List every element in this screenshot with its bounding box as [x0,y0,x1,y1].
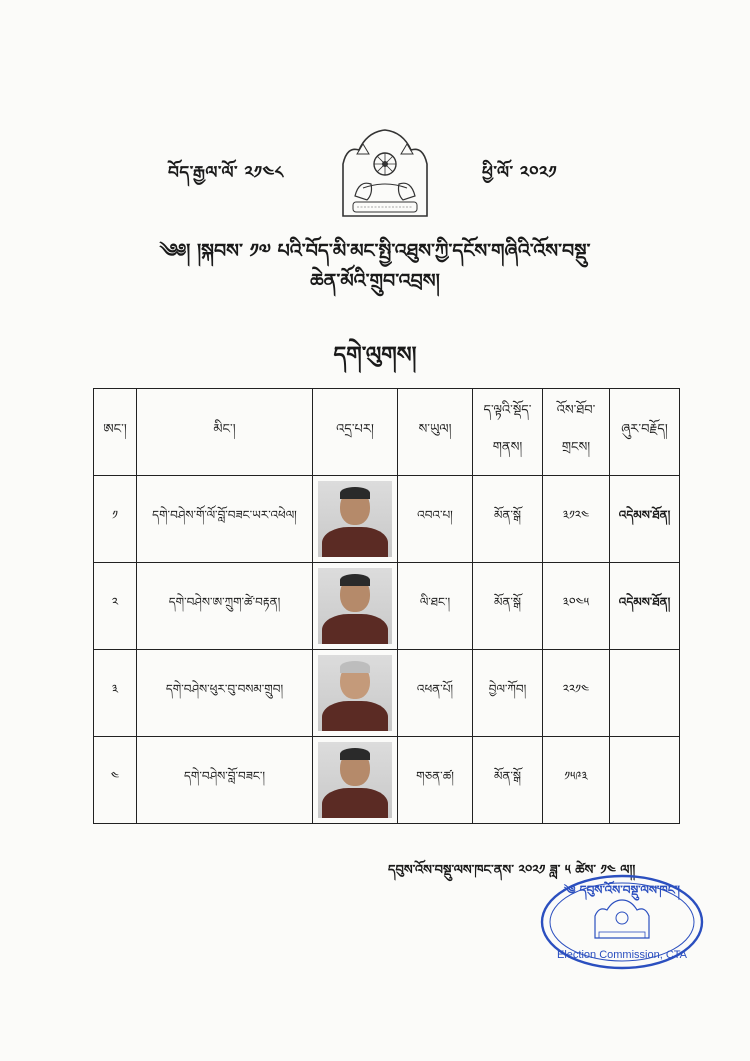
header-region: ས་ཡུལ། [398,389,473,476]
table-header-row [94,389,680,476]
candidate-remark: འདེམས་ཐོན། [610,563,680,650]
candidate-votes: ༡༥༩༣ [543,737,610,824]
candidate-votes: ༣༠༤༥ [543,563,610,650]
table-row [94,563,680,650]
header-photo: འདྲ་པར། [313,389,398,476]
row-number: ༢ [94,563,137,650]
table-row [94,650,680,737]
constituency-subtitle: དགེ་ལུགས། [333,343,417,368]
candidate-name: དགེ་བཤེས་བློ་བཟང་། [137,737,313,824]
candidate-residence: མོན་སྒོ [473,737,543,824]
candidate-photo [318,568,392,644]
candidate-votes: ༣༡༢༤ [543,476,610,563]
header-residence: ད་ལྟའི་སྡོད་གནས། [473,389,543,476]
row-number: ༡ [94,476,137,563]
header-number: ཨང་། [94,389,137,476]
title-line-1: ༄༅། །སྐབས་ ༡༧ པའི་བོད་མི་མང་སྤྱི་འཐུས་ཀྱི་དངོས་གཞིའི་འོས་བསྡུ་ [159,240,591,262]
issuer-date-line: དབུས་འོས་བསྡུ་ལས་ཁང་ནས་ ༢༠༢༡ ཟླ་ ༥ ཚེས་ ༡༤ ལ།། [388,863,636,878]
table-row [94,737,680,824]
cta-emblem [333,124,437,224]
candidate-name: དགེ་བཤེས་ཨ་ཀྲུག་ཚེ་བརྟན། [137,563,313,650]
candidate-remark [610,650,680,737]
candidate-remark: འདེམས་ཐོན། [610,476,680,563]
row-number: ༤ [94,737,137,824]
candidate-name: དགེ་བཤེས་ཕུར་བུ་བསམ་གྲུབ། [137,650,313,737]
candidate-votes: ༢༢༡༤ [543,650,610,737]
election-commission-stamp [537,872,707,972]
candidate-remark [610,737,680,824]
document-title [60,236,690,296]
candidate-photo [318,742,392,818]
candidate-region: ལི་ཐང་། [398,563,473,650]
candidate-name: དགེ་བཤེས་གོ་ལོ་བློ་བཟང་ཡར་འཕེལ། [137,476,313,563]
results-table [93,388,680,824]
table-row [94,476,680,563]
title-line-2: ཆེན་མོའི་གྲུབ་འབྲས། [310,270,440,292]
stamp-bottom-text: Election Commission, CTA [557,949,687,961]
candidate-residence: བྱེལ་ཀོབ། [473,650,543,737]
row-number: ༣ [94,650,137,737]
gregorian-year: ཕྱི་ལོ་ ༢༠༢༡ [482,163,558,183]
candidate-residence: མོན་སྒོ [473,476,543,563]
header-name: མིང་། [137,389,313,476]
candidate-region: འབའ་པ། [398,476,473,563]
candidate-residence: མོན་སྒོ [473,563,543,650]
candidate-region: འཕན་པོ། [398,650,473,737]
candidate-region: གཅན་ཚ། [398,737,473,824]
header-remark: ཞུར་བརྗོད། [610,389,680,476]
stamp-top-text: ༄ དབུས་འོས་བསྡུ་ལས་ཁང་། [564,883,680,897]
tibetan-year: བོད་རྒྱལ་ལོ་ ༢༡༤༨ [168,163,284,183]
header-votes: འོས་ཐོབ་གྲངས། [543,389,610,476]
candidate-photo [318,655,392,731]
candidate-photo [318,481,392,557]
